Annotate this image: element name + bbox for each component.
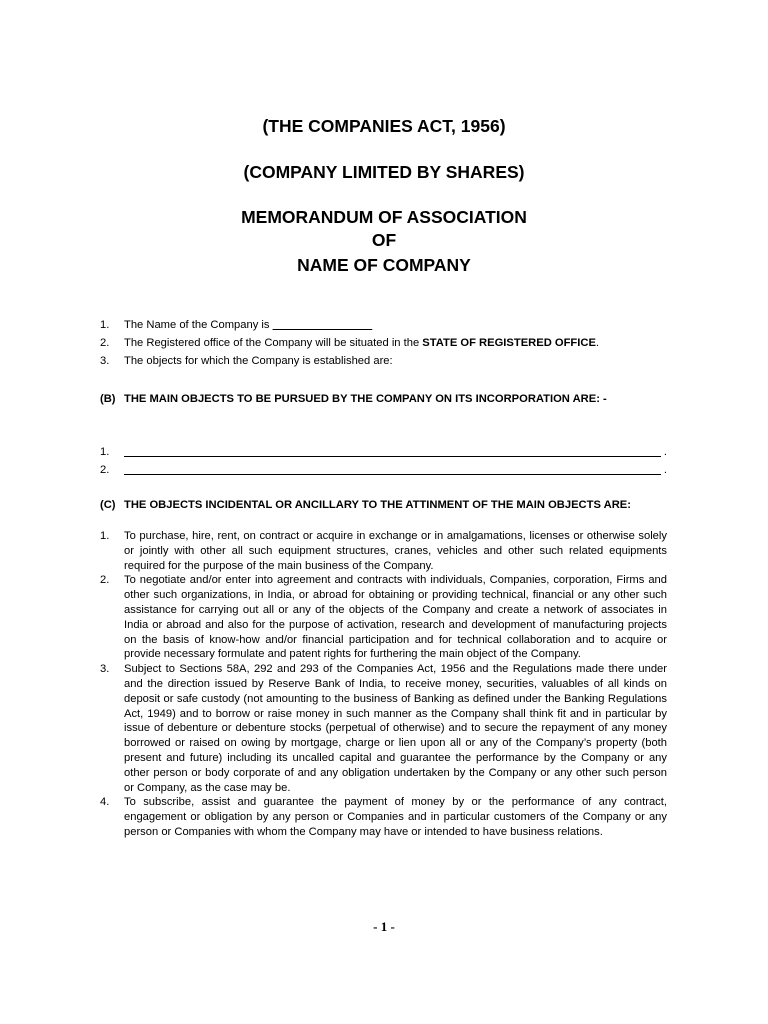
section-label: (B) bbox=[100, 393, 116, 405]
clause-registered-office: 2. The Registered office of the Company will be situated in the STATE OF REGISTERED OFFICE. bbox=[100, 336, 600, 349]
section-b-heading bbox=[100, 392, 667, 407]
blank-line-item: 2. . bbox=[100, 463, 667, 476]
section-c-heading bbox=[100, 498, 667, 513]
company-name-blank: ________________ bbox=[272, 319, 373, 331]
company-name-title: NAME OF COMPANY bbox=[297, 255, 471, 275]
act-title: (THE COMPANIES ACT, 1956) bbox=[262, 116, 506, 136]
list-item-text: To negotiate and/or enter into agreement and contracts with individuals, Companies, corporation, Firms and other such organizations, in India, or abroad for obtaining or providing technical, financial or any other such assistance for carrying out all or any of the objects of the Company and create a network of associates in India or abroad and also for the purpose of activation, research and development of manufacturing projects on the basis of know-how and/or financial participation and for technical collaboration and to acquire or provide necessary formulate and patent rights for furthering the main object of the Company. bbox=[124, 574, 667, 661]
blank-line-item: 1. . bbox=[100, 446, 667, 458]
clause-name bbox=[100, 318, 667, 333]
section-heading: THE MAIN OBJECTS TO BE PURSUED BY THE COMPANY ON ITS INCORPORATION ARE: - bbox=[124, 393, 607, 405]
clause-number: 2. bbox=[100, 336, 110, 349]
list-item: 3. Subject to Sections 58A, 292 and 293 of the Companies Act, 1956 and the Regulations made there under and the direction issued by Reserve Bank of India, to receive money, securities, valuables of all kinds on deposit or safe custody (not amounting to the business of Banking as defined under the Banking Regulations Act, 1949) and to borrow or raise money in such manner as the Company shall think fit and in particular by issue of debenture or debenture stocks (perpetual of otherwise) and to secure the repayment of any money borrowed or raised on owing by mortgage, charge or lien upon all or any of the Company’s property (both present and future) including its uncalled capital and guarantee the performance by the Company or any other person or body corporate of and any obligation undertaken by the Company or any other such person or Company, as the case may be. bbox=[100, 663, 667, 794]
company-type-title: (COMPANY LIMITED BY SHARES) bbox=[243, 162, 525, 182]
list-item-text: Subject to Sections 58A, 292 and 293 of the Companies Act, 1956 and the Regulations made there under and the direction issued by Reserve Bank of India, to receive money, securities, valuables of all kinds on deposit or safe custody (not amounting to the business of Banking as defined under the Banking Regulations Act, 1949) and to borrow or raise money in such manner as the Company shall think fit and in particular by issue of debenture or debenture stocks (perpetual of otherwise) and to secure the repayment of any money borrowed or raised on owing by mortgage, charge or lien upon all or any of the Company’s property (both present and future) including its uncalled capital and guarantee the performance by the Company or any other person or body corporate of and any obligation undertaken by the Company or any other such person or Company, as the case may be. bbox=[124, 663, 667, 794]
section-heading: THE OBJECTS INCIDENTAL OR ANCILLARY TO THE ATTINMENT OF THE MAIN OBJECTS ARE: bbox=[124, 499, 631, 511]
blank-line bbox=[124, 445, 661, 457]
main-objects-blanks bbox=[100, 445, 667, 481]
list-item-text: To subscribe, assist and guarantee the payment of money by or the performance of any contract, engagement or obligation by any person or Companies and in particular customers of the Company or any person or Companies with whom the Company may have or intended to have business relations. bbox=[124, 796, 667, 838]
incidental-objects-list bbox=[100, 529, 667, 840]
list-item: 2. To negotiate and/or enter into agreement and contracts with individuals, Companies, corporation, Firms and other such organizations, in India, or abroad for obtaining or providing technical, financial or any other such assistance for carrying out all or any of the objects of the Company and create a network of associates in India or abroad and also for the purpose of activation, research and development of manufacturing projects on the basis of know-how and/or financial participation and for technical collaboration and to acquire or provide necessary formulate and patent rights for furthering the main object of the Company. bbox=[100, 574, 667, 661]
registered-office-state: STATE OF REGISTERED OFFICE bbox=[422, 336, 596, 349]
clause-number: 3. bbox=[100, 354, 110, 367]
blank-line bbox=[124, 463, 661, 475]
basic-clauses bbox=[100, 318, 667, 371]
memorandum-title: MEMORANDUM OF ASSOCIATION bbox=[241, 207, 527, 227]
list-item: 4. To subscribe, assist and guarantee the payment of money by or the performance of any contract, engagement or obligation by any person or Companies and in particular customers of the Company or any person or Companies with whom the Company may have or intended to have business relations. bbox=[100, 796, 667, 838]
clause-objects bbox=[100, 354, 667, 369]
clause-number: 1. bbox=[100, 319, 110, 331]
page-number: - 1 - bbox=[373, 919, 395, 934]
list-item-text: To purchase, hire, rent, on contract or acquire in exchange or in amalgamations, licenses or otherwise solely or jointly with other all such equipment structures, cranes, vehicles and other such related equipments required for the purpose of the main business of the Company. bbox=[124, 530, 667, 572]
section-label: (C) bbox=[100, 499, 116, 511]
list-item: 1. To purchase, hire, rent, on contract or acquire in exchange or in amalgamations, licenses or otherwise solely or jointly with other all such equipment structures, cranes, vehicles and other such related equipments required for the purpose of the main business of the Company. bbox=[100, 530, 667, 572]
clause-text: The objects for which the Company is established are: bbox=[124, 354, 393, 367]
memorandum-of: OF bbox=[371, 230, 397, 250]
clause-text: The Registered office of the Company will be situated in the bbox=[124, 336, 423, 349]
clause-text: The Name of the Company is bbox=[124, 319, 273, 331]
